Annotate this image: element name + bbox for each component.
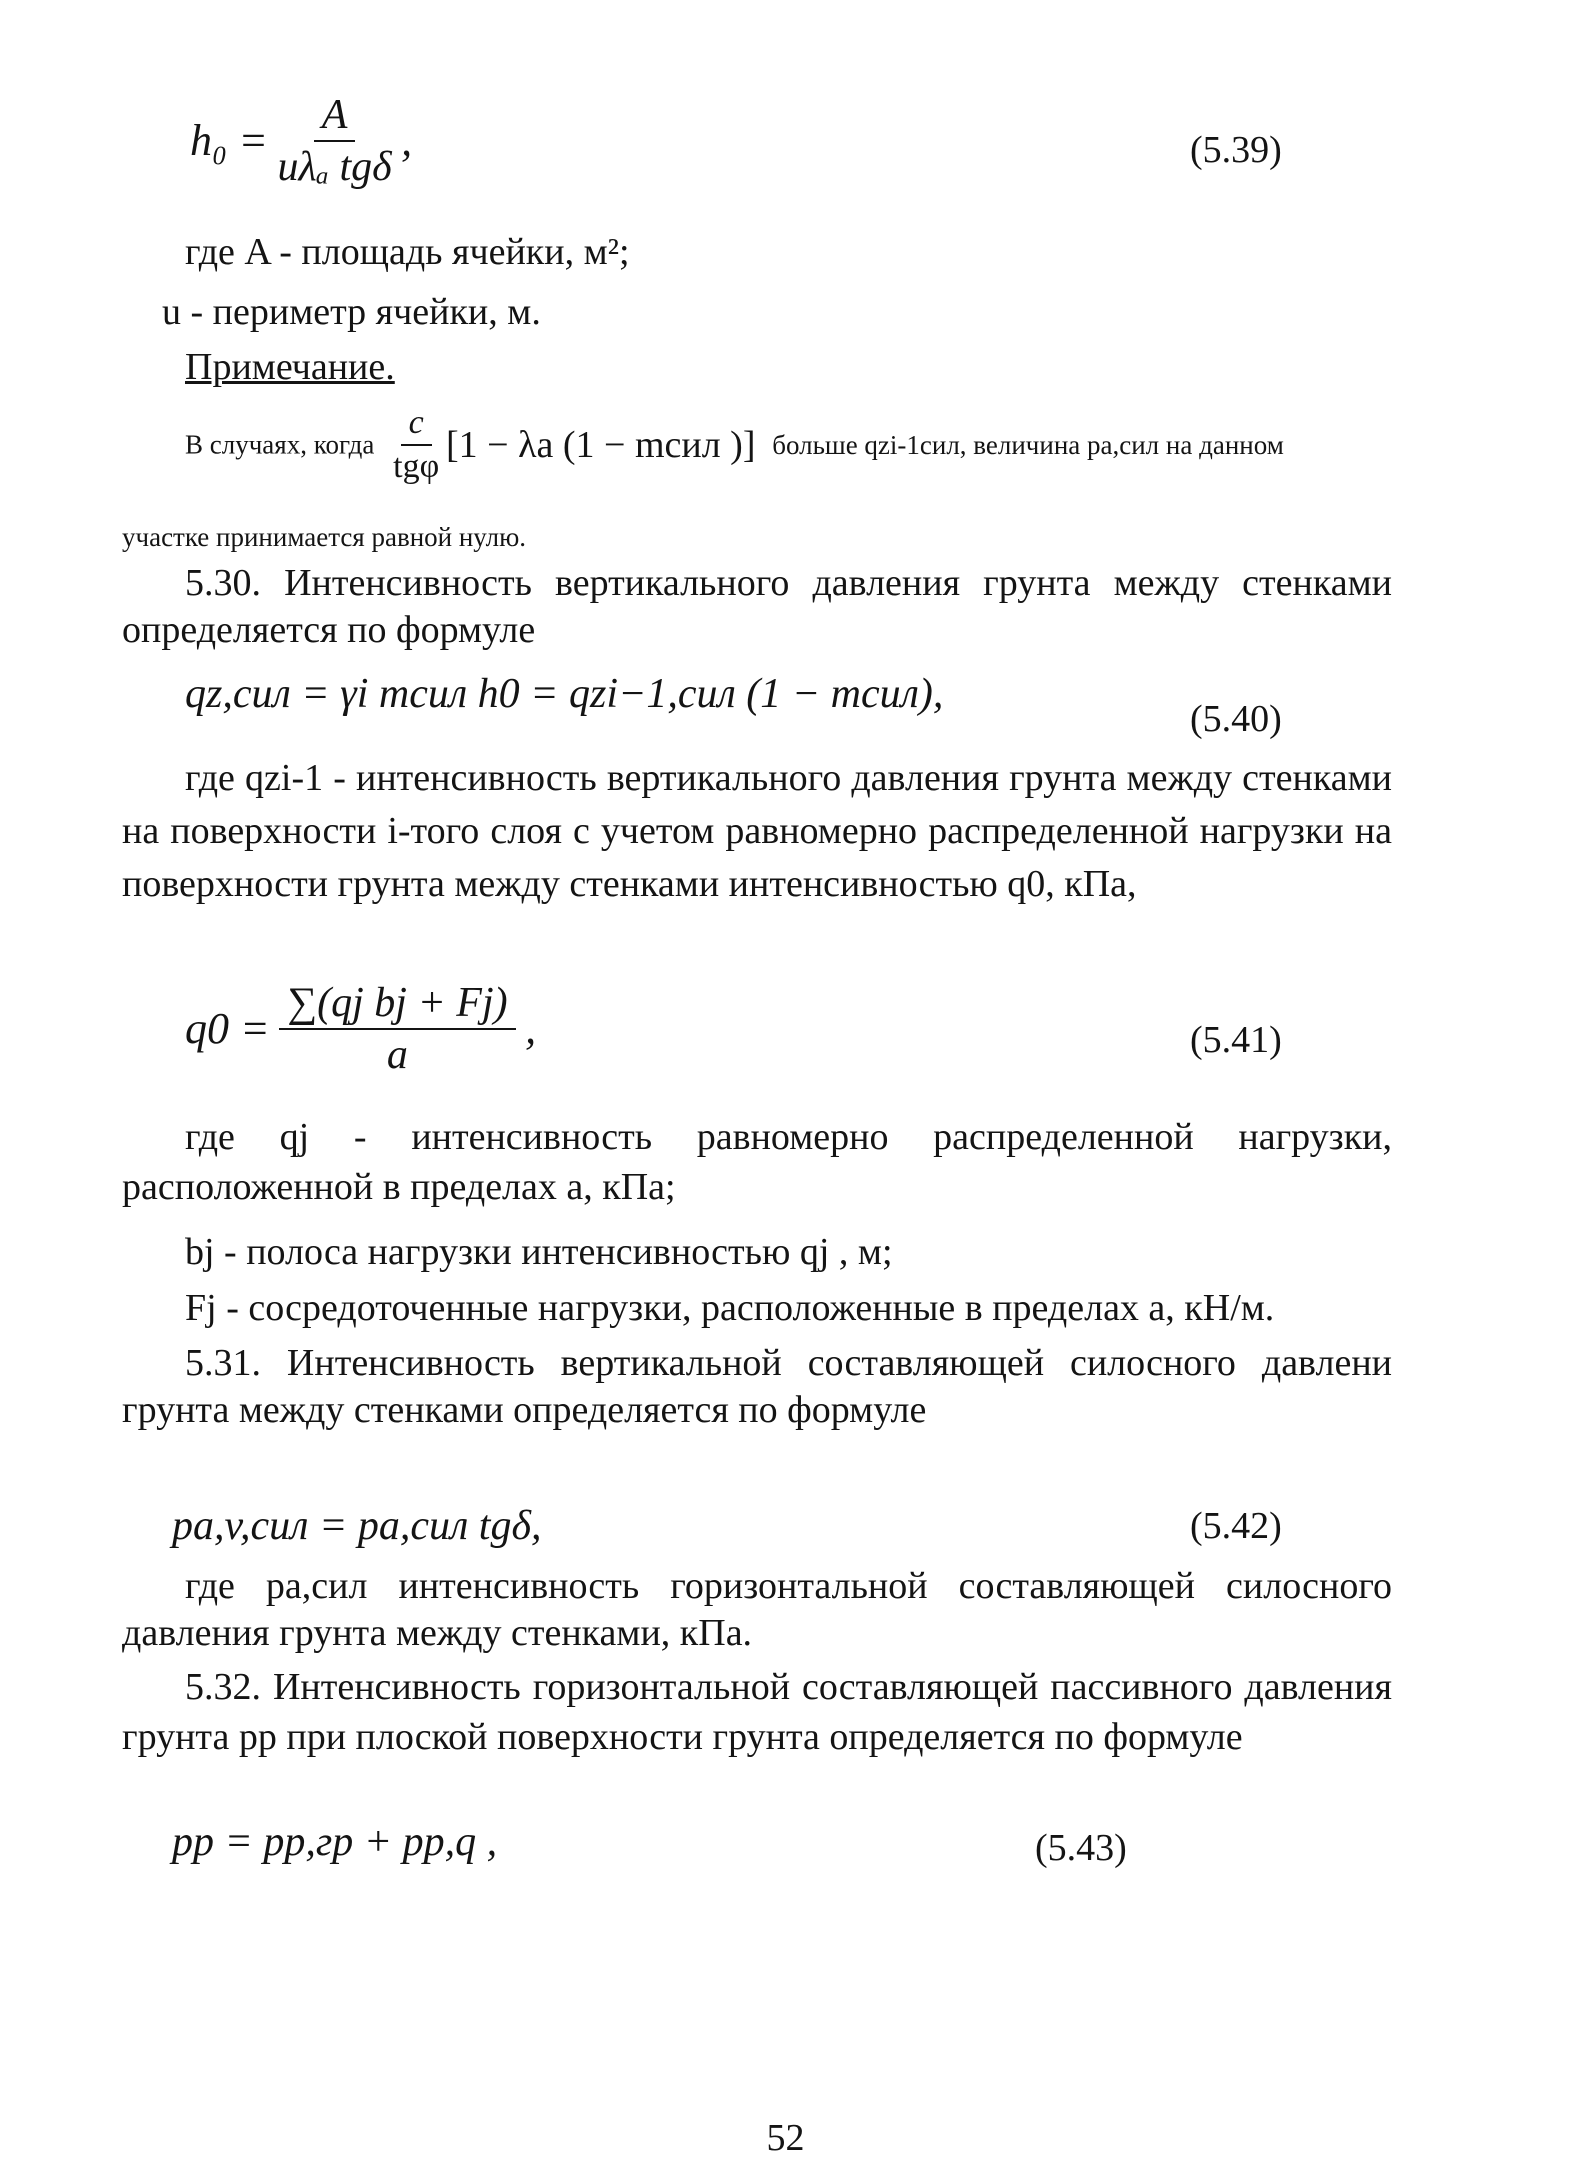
equation-5-42: pa,v,сил = pa,сил tgδ, [172, 1503, 542, 1549]
paragraph-5-32: 5.32. Интенсивность горизонтальной составляющей пассивного давления грунта pp при плоской поверхности грунта определяется по формуле [122, 1666, 1392, 1758]
equation-number-5-43: (5.43) [1035, 1827, 1127, 1869]
paragraph-5-30: 5.30. Интенсивность вертикального давления грунта между стенками определяется по формуле [122, 562, 1392, 651]
fraction [279, 980, 515, 1078]
equation-tail: , [525, 1003, 537, 1053]
fraction-denominator: uλₐ tgδ [277, 144, 392, 191]
note-line: участке принимается равной нулю. [122, 522, 527, 552]
definition-5-42: где pa,сил интенсивность горизонтальной составляющей силосного давления грунта между стенками, кПа. [122, 1565, 1392, 1654]
fraction-numerator: c [401, 404, 432, 446]
equation-lhs: q0 = [185, 1003, 270, 1053]
equation-lhs: h₀ = [190, 115, 268, 165]
definition-line: Fj - сосредоточенные нагрузки, расположенные в пределах a, кН/м. [185, 1287, 1275, 1329]
equation-5-40: qz,сил = γi mсил h0 = qzi−1,сил (1 − mсил), [185, 671, 944, 717]
fraction-numerator: A [314, 92, 356, 142]
note-title: Примечание. [185, 346, 395, 388]
note-line [185, 404, 1284, 486]
fraction-numerator: ∑(qj bj + Fj) [279, 980, 515, 1030]
page-number: 52 [766, 2117, 805, 2159]
equation-5-41 [185, 980, 536, 1078]
equation-5-43: pp = pp,гр + pp,q , [172, 1819, 498, 1865]
equation-number-5-42: (5.42) [1190, 1505, 1282, 1547]
equation-5-39 [190, 92, 412, 190]
note-pre: В случаях, когда [185, 429, 375, 460]
equation-number-5-40: (5.40) [1190, 698, 1282, 740]
definition-5-40: где qzi-1 - интенсивность вертикального давления грунта между стенками на поверхности i-того слоя с учетом равномерно распределенной нагрузки на поверхности грунта между стенками интенсивностью q0, кПа, [122, 757, 1392, 905]
definition-line: u - периметр ячейки, м. [162, 291, 541, 333]
paragraph-5-31: 5.31. Интенсивность вертикальной составляющей силосного давлени грунта между стенками определяется по формуле [122, 1342, 1392, 1431]
equation-tail: , [401, 115, 413, 165]
fraction-denominator: tgφ [393, 448, 440, 485]
note-post: больше qzi-1сил, величина pa,сил на данном [772, 429, 1284, 460]
fraction [278, 92, 392, 190]
equation-number-5-41: (5.41) [1190, 1019, 1282, 1061]
note-bracket: [1 − λa (1 − mсил )] [445, 424, 756, 466]
definition-line: где A - площадь ячейки, м²; [185, 231, 630, 273]
definition-5-41: где qj - интенсивность равномерно распределенной нагрузки, расположенной в пределах a, кПа; [122, 1116, 1392, 1208]
definition-line: bj - полоса нагрузки интенсивностью qj , м; [185, 1231, 893, 1273]
note-fraction [393, 404, 439, 486]
fraction-denominator: a [386, 1032, 408, 1079]
equation-number-5-39: (5.39) [1190, 129, 1282, 171]
